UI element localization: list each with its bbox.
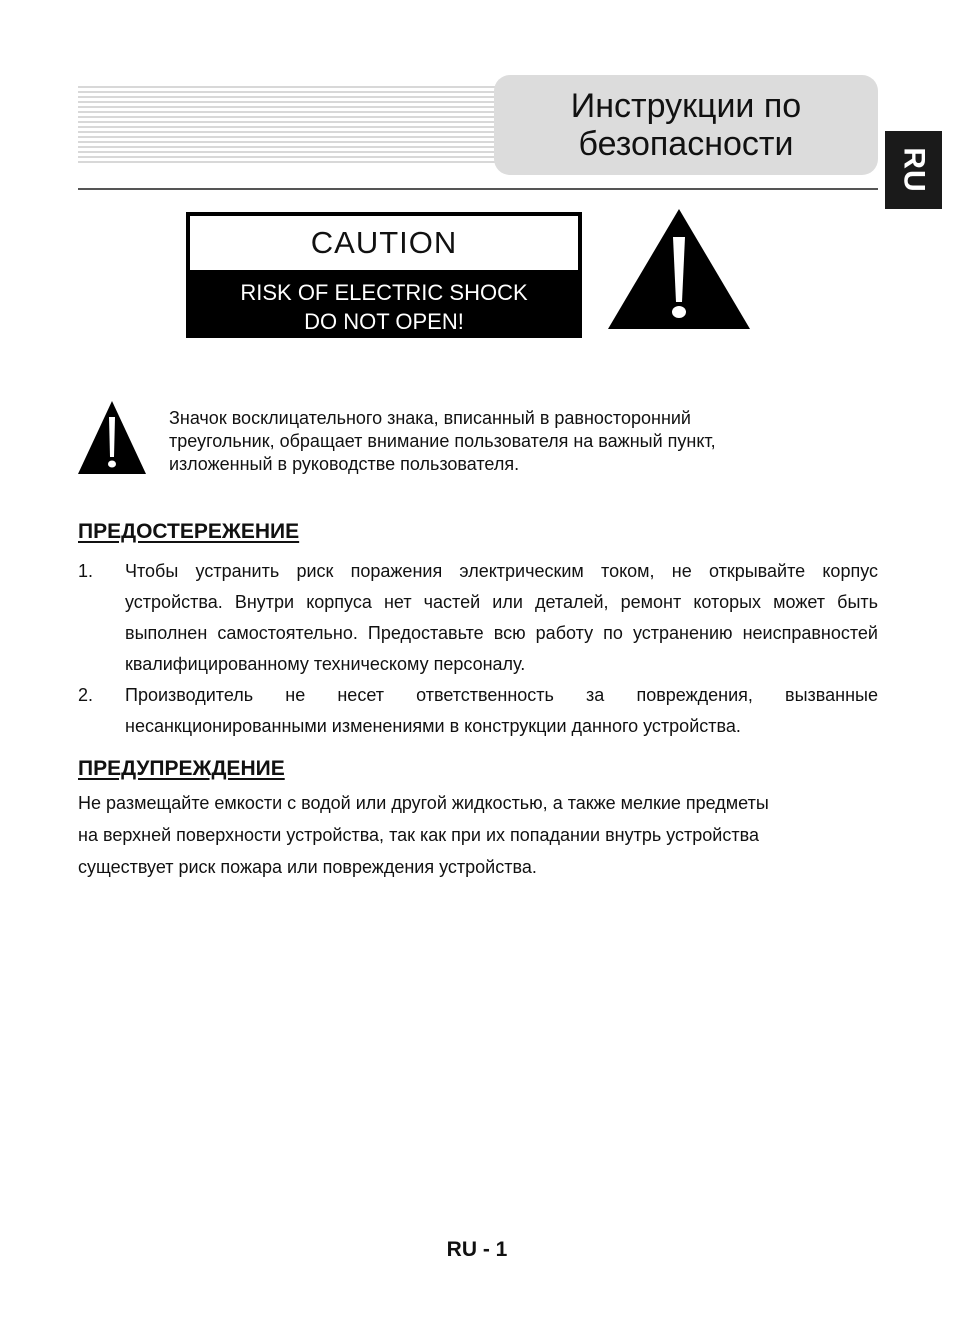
caution-list — [78, 556, 878, 742]
warning-triangle-icon — [606, 207, 752, 331]
page-number: RU - 1 — [446, 1238, 508, 1261]
language-tab — [885, 131, 942, 209]
list-item-number: 1. — [78, 561, 94, 581]
header-divider — [78, 188, 878, 190]
list-item-text: Чтобы устранить риск поражения электрическим током, не открывайте корпус устройства. Внутри корпуса нет частей или деталей, ремонт которых может быть выполнен самостоятельно. Предоставьте всю работу по устранению неисправностей квалифицированному техническому персоналу. — [125, 561, 878, 674]
warning-line3: существует риск пожара или повреждения устройства. — [78, 857, 537, 877]
page-title-line1: Инструкции по — [570, 87, 802, 125]
exclamation-triangle-icon — [77, 400, 147, 475]
list-item-number: 2. — [78, 685, 94, 705]
caution-section-heading: ПРЕДОСТЕРЕЖЕНИЕ — [78, 520, 300, 543]
caution-line2: DO NOT OPEN! — [304, 309, 464, 334]
symbol-note-line2: треугольник, обращает внимание пользователя на важный пункт, — [169, 431, 716, 451]
language-tab-label: RU — [897, 147, 931, 193]
caution-title: CAUTION — [190, 216, 578, 270]
symbol-note-line3: изложенный в руководстве пользователя. — [169, 454, 520, 474]
caution-label — [186, 212, 582, 338]
caution-line1: RISK OF ELECTRIC SHOCK — [240, 280, 528, 305]
warning-text — [78, 787, 878, 883]
warning-line2: на верхней поверхности устройства, так как при их попадании внутрь устройства — [78, 825, 759, 845]
warning-line1: Не размещайте емкости с водой или другой жидкостью, а также мелкие предметы — [78, 793, 769, 813]
list-item-text: Производитель не несет ответственность за повреждения, вызванные несанкционированными изменениями в конструкции данного устройства. — [125, 685, 878, 736]
warning-section-heading: ПРЕДУПРЕЖДЕНИЕ — [78, 757, 285, 780]
page-title-box — [494, 75, 878, 175]
page-title-line2: безопасности — [578, 125, 794, 163]
symbol-explanation — [169, 407, 849, 476]
list-item — [78, 680, 878, 742]
caution-warning-text — [186, 276, 582, 338]
symbol-note-line1: Значок восклицательного знака, вписанный в равносторонний — [169, 408, 691, 428]
list-item — [78, 556, 878, 680]
header-stripes — [78, 86, 518, 166]
